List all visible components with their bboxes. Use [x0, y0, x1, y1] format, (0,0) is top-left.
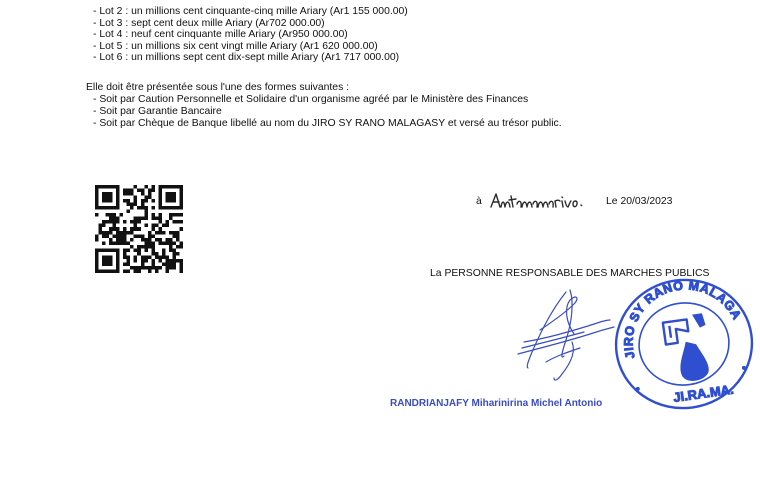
lot-item: - Lot 5 : un millions six cent vingt mille Ariary (Ar1 620 000.00) — [93, 40, 378, 52]
guarantee-intro: Elle doit être présentée sous l'une des formes suivantes : — [86, 82, 350, 93]
date-text: Le 20/03/2023 — [606, 196, 673, 207]
responsible-title: La PERSONNE RESPONSABLE DES MARCHES PUBLICS — [430, 268, 710, 279]
lot-item: - Lot 4 : neuf cent cinquante mille Ariary (Ar950 000.00) — [93, 29, 348, 41]
qr-code — [95, 185, 183, 273]
lot-item: - Lot 2 : un millions cent cinquante-cinq mille Ariary (Ar1 155 000.00) — [93, 6, 408, 17]
guarantee-form-item: - Soit par Chèque de Banque libellé au nom du JIRO SY RANO MALAGASY et versé au trésor public. — [93, 117, 562, 129]
signer-name: RANDRIANJAFY Miharinirina Michel Antonio — [390, 398, 603, 409]
svg-text:JI.RA.MA.: JI.RA.MA. — [672, 381, 735, 405]
guarantee-forms — [93, 94, 562, 129]
svg-text:JIRO SY RANO MALAGASY: JIRO SY RANO MALAGASY — [621, 278, 745, 361]
guarantee-form-item: - Soit par Garantie Bancaire — [93, 105, 222, 117]
lot-item: - Lot 3 : sept cent deux mille Ariary (Ar702 000.00) — [93, 17, 325, 29]
handwritten-place — [487, 190, 597, 212]
lot-item: - Lot 6 : un millions sept cent dix-sept mille Ariary (Ar1 717 000.00) — [93, 52, 400, 64]
jirama-stamp — [608, 272, 760, 412]
guarantee-form-item: - Soit par Caution Personnelle et Solidaire d'un organisme agréé par le Ministère des Finances — [93, 94, 529, 105]
place-prefix: à — [476, 196, 482, 207]
lots-list — [93, 6, 408, 64]
